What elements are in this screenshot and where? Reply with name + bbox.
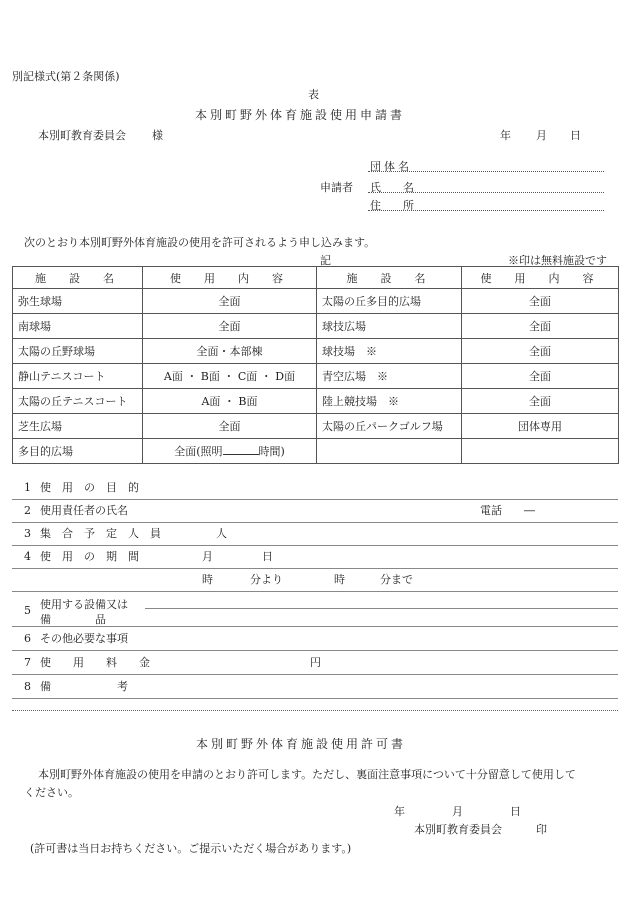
item-number: 6 bbox=[24, 632, 31, 645]
facility-cell: 太陽の丘テニスコート bbox=[13, 389, 143, 414]
applicant-name-field[interactable] bbox=[368, 192, 604, 193]
usage-cell[interactable]: 全面 bbox=[462, 314, 619, 339]
header-facility-right: 施 設 名 bbox=[317, 267, 462, 289]
item-purpose[interactable] bbox=[12, 476, 618, 500]
item-number: 4 bbox=[24, 550, 31, 563]
usage-cell[interactable]: 全面 bbox=[462, 389, 619, 414]
date-day: 日 bbox=[570, 129, 581, 142]
item-label: 使用責任者の氏名 bbox=[40, 504, 128, 517]
item-number: 7 bbox=[24, 656, 31, 669]
item-label-line1: 使用する設備又は bbox=[40, 598, 128, 611]
period-day: 日 bbox=[262, 550, 273, 563]
facility-cell: 太陽の丘パークゴルフ場 bbox=[317, 414, 462, 439]
ki-label: 記 bbox=[320, 254, 331, 267]
table-row bbox=[13, 289, 619, 314]
item-label: 備 考 bbox=[40, 680, 128, 693]
usage-cell[interactable]: A面 ・ B面 bbox=[143, 389, 317, 414]
table-header-row bbox=[13, 267, 619, 289]
item-label-line2: 備 品 bbox=[40, 613, 106, 626]
usage-cell[interactable]: 団体専用 bbox=[462, 414, 619, 439]
honorific: 様 bbox=[152, 129, 163, 142]
applicant-address-field[interactable] bbox=[368, 210, 604, 211]
item-number: 8 bbox=[24, 680, 31, 693]
applicant-org-field[interactable] bbox=[368, 171, 604, 172]
permit-year: 年 bbox=[394, 805, 405, 818]
item-label: 集 合 予 定 人 員 bbox=[40, 527, 161, 540]
intro-text: 次のとおり本別町野外体育施設の使用を許可されるよう申し込みます。 bbox=[24, 236, 376, 249]
usage-cell[interactable]: 全面 bbox=[143, 289, 317, 314]
facility-cell: 球技場 ※ bbox=[317, 339, 462, 364]
facility-table bbox=[12, 266, 619, 464]
fee-unit: 円 bbox=[310, 656, 321, 669]
permit-seal: 印 bbox=[536, 823, 547, 836]
permit-body-line1: 本別町野外体育施設の使用を申請のとおり許可します。ただし、裏面注意事項について十分留意して使用して bbox=[38, 768, 576, 781]
facility-cell: 青空広場 ※ bbox=[317, 364, 462, 389]
usage-cell[interactable]: 全面 bbox=[143, 414, 317, 439]
facility-cell: 芝生広場 bbox=[13, 414, 143, 439]
item-usage-period[interactable] bbox=[12, 545, 618, 569]
permit-month: 月 bbox=[452, 805, 463, 818]
facility-cell: 弥生球場 bbox=[13, 289, 143, 314]
facility-cell: 太陽の丘野球場 bbox=[13, 339, 143, 364]
table-row bbox=[13, 414, 619, 439]
facility-cell: 太陽の丘多目的広場 bbox=[317, 289, 462, 314]
time-hour-start: 時 bbox=[202, 573, 213, 586]
table-row bbox=[13, 339, 619, 364]
usage-cell[interactable]: A面 ・ B面 ・ C面 ・ D面 bbox=[143, 364, 317, 389]
time-to: 分まで bbox=[380, 573, 413, 586]
item-number: 2 bbox=[24, 504, 31, 517]
period-month: 月 bbox=[202, 550, 213, 563]
usage-lighting-suffix: 時間) bbox=[258, 445, 285, 458]
usage-lighting-prefix: 全面(照明 bbox=[174, 445, 223, 458]
usage-cell[interactable] bbox=[143, 439, 317, 464]
item-label: その他必要な事項 bbox=[40, 632, 128, 645]
equipment-field-line[interactable] bbox=[145, 608, 618, 609]
permit-body-line2: ください。 bbox=[24, 786, 79, 799]
item-number: 3 bbox=[24, 527, 31, 540]
empty-cell bbox=[317, 439, 462, 464]
usage-cell[interactable]: 全面 bbox=[462, 289, 619, 314]
attendees-unit: 人 bbox=[216, 527, 227, 540]
permit-note: (許可書は当日お持ちください。ご提示いただく場合があります。) bbox=[30, 842, 352, 855]
item-remarks[interactable] bbox=[12, 675, 618, 699]
applicant-address-label: 住 所 bbox=[370, 199, 414, 212]
date-year: 年 bbox=[500, 129, 511, 142]
item-label: 使 用 料 金 bbox=[40, 656, 150, 669]
cut-line bbox=[12, 710, 618, 711]
time-from: 分より bbox=[250, 573, 283, 586]
item-usage-fee[interactable] bbox=[12, 651, 618, 675]
table-row bbox=[13, 364, 619, 389]
addressee: 本別町教育委員会 bbox=[38, 129, 126, 142]
permit-day: 日 bbox=[510, 805, 521, 818]
table-row bbox=[13, 439, 619, 464]
applicant-org-label: 団体名 bbox=[370, 160, 412, 173]
time-hour-end: 時 bbox=[334, 573, 345, 586]
free-facility-note: ※印は無料施設です bbox=[508, 254, 607, 267]
facility-cell: 静山テニスコート bbox=[13, 364, 143, 389]
permit-title: 本別町野外体育施設使用許可書 bbox=[196, 737, 407, 751]
item-number: 5 bbox=[24, 604, 31, 617]
facility-cell: 多目的広場 bbox=[13, 439, 143, 464]
facility-cell: 南球場 bbox=[13, 314, 143, 339]
usage-cell[interactable]: 全面 bbox=[143, 314, 317, 339]
phone-label: 電話 bbox=[480, 504, 502, 517]
date-month: 月 bbox=[536, 129, 547, 142]
applicant-name-label: 氏 名 bbox=[370, 181, 414, 194]
item-number: 1 bbox=[24, 481, 31, 494]
side-label: 表 bbox=[308, 88, 319, 101]
header-usage-right: 使 用 内 容 bbox=[462, 267, 619, 289]
facility-cell: 球技広場 bbox=[317, 314, 462, 339]
facility-cell: 陸上競技場 ※ bbox=[317, 389, 462, 414]
usage-cell[interactable]: 全面 bbox=[462, 364, 619, 389]
header-usage-left: 使 用 内 容 bbox=[143, 267, 317, 289]
header-facility-left: 施 設 名 bbox=[13, 267, 143, 289]
item-label: 使 用 の 目 的 bbox=[40, 481, 139, 494]
item-expected-attendees[interactable] bbox=[12, 522, 618, 546]
usage-cell[interactable]: 全面・本部棟 bbox=[143, 339, 317, 364]
lighting-hours-field[interactable] bbox=[223, 444, 259, 455]
page-title: 本別町野外体育施設使用申請書 bbox=[195, 108, 406, 122]
permit-issuer: 本別町教育委員会 bbox=[414, 823, 502, 836]
item-responsible-person[interactable] bbox=[12, 499, 618, 523]
usage-cell[interactable]: 全面 bbox=[462, 339, 619, 364]
table-row bbox=[13, 314, 619, 339]
table-row bbox=[13, 389, 619, 414]
item-label: 使 用 の 期 間 bbox=[40, 550, 139, 563]
form-reference: 別記様式(第２条関係) bbox=[12, 70, 120, 83]
item-other-matters[interactable] bbox=[12, 627, 618, 651]
phone-dash: ― bbox=[524, 504, 535, 517]
applicant-label: 申請者 bbox=[320, 181, 353, 194]
item-usage-time[interactable] bbox=[12, 568, 618, 592]
empty-cell bbox=[462, 439, 619, 464]
